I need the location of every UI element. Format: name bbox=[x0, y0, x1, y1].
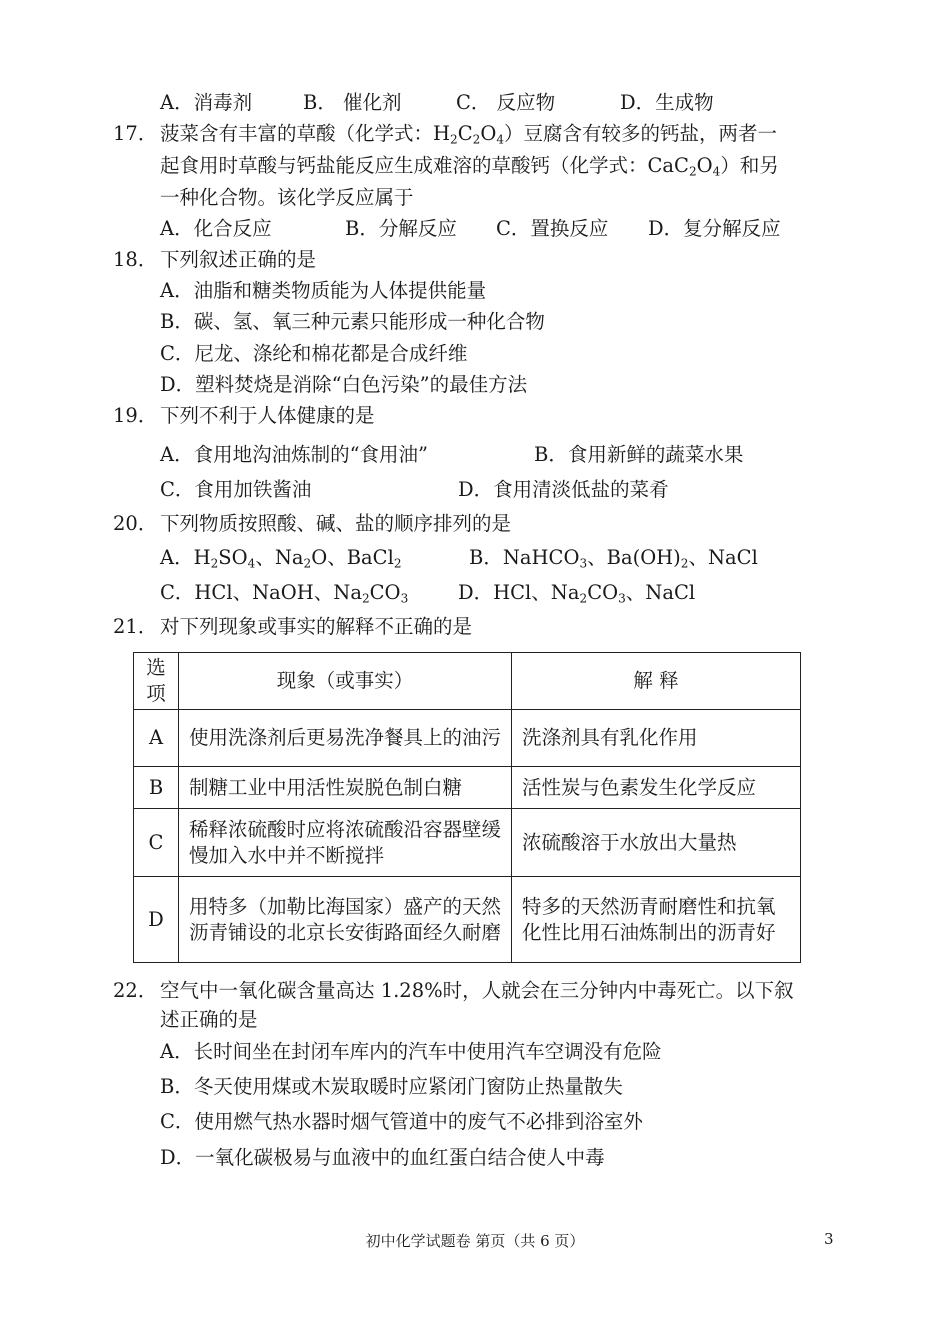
table-row bbox=[134, 710, 801, 767]
q19-option-d: D．食用清淡低盐的菜肴 bbox=[458, 478, 669, 501]
question-17 bbox=[0, 122, 950, 148]
row-option: B bbox=[134, 767, 179, 809]
q20-option-c: C．HCl、NaOH、$Na_2CO_3$ bbox=[160, 581, 409, 606]
q22-stem-line1: 空气中一氧化碳含量高达 1.28%时，人就会在三分钟内中毒死亡。以下叙 bbox=[160, 979, 794, 1002]
q18-stem: 下列叙述正确的是 bbox=[160, 248, 317, 271]
q19-option-a: A．食用地沟油炼制的“食用油” bbox=[160, 443, 429, 466]
header-fact: 现象（或事实） bbox=[179, 653, 512, 710]
table-header-row bbox=[134, 653, 801, 710]
q20-stem: 下列物质按照酸、碱、盐的顺序排列的是 bbox=[160, 512, 512, 535]
q16-option-a: A．消毒剂 bbox=[160, 91, 253, 114]
q17-option-c: C．置换反应 bbox=[496, 217, 609, 240]
q18-number: 18． bbox=[113, 248, 158, 271]
q17-option-d: D．复分解反应 bbox=[648, 217, 781, 240]
row-fact: 稀释浓硫酸时应将浓硫酸沿容器壁缓慢加入水中并不断搅拌 bbox=[179, 809, 512, 877]
question-18 bbox=[0, 248, 950, 274]
row-explain: 活性炭与色素发生化学反应 bbox=[512, 767, 801, 809]
q19-option-c: C．食用加铁酱油 bbox=[160, 478, 312, 501]
table-row bbox=[134, 809, 801, 877]
q22-stem-line2: 述正确的是 bbox=[160, 1008, 258, 1031]
row-option: C bbox=[134, 809, 179, 877]
q21-number: 21． bbox=[113, 615, 158, 638]
q19-option-b: B．食用新鲜的蔬菜水果 bbox=[534, 443, 744, 466]
q19-number: 19． bbox=[113, 404, 158, 427]
row-fact: 使用洗涤剂后更易洗净餐具上的油污 bbox=[179, 710, 512, 767]
table-row bbox=[134, 877, 801, 963]
page-number: 3 bbox=[824, 1230, 834, 1248]
row-fact: 制糖工业中用活性炭脱色制白糖 bbox=[179, 767, 512, 809]
q16-option-c: C． 反应物 bbox=[456, 91, 556, 114]
header-explain: 解 释 bbox=[512, 653, 801, 710]
question-22 bbox=[0, 979, 950, 1005]
q18-option-a: A．油脂和糖类物质能为人体提供能量 bbox=[160, 279, 487, 302]
q22-option-b: B．冬天使用煤或木炭取暖时应紧闭门窗防止热量散失 bbox=[160, 1075, 623, 1098]
header-option: 选项 bbox=[134, 653, 179, 710]
q20-option-b: B．NaHCO$_3$、$Ba(OH)_2$、NaCl bbox=[469, 546, 758, 571]
q20-option-d: D．HCl、$Na_2CO_3$、NaCl bbox=[458, 581, 696, 606]
q21-stem: 对下列现象或事实的解释不正确的是 bbox=[160, 615, 473, 638]
question-19 bbox=[0, 404, 950, 430]
row-explain: 特多的天然沥青耐磨性和抗氧化性比用石油炼制出的沥青好 bbox=[512, 877, 801, 963]
q16-option-d: D．生成物 bbox=[620, 91, 714, 114]
row-option: A bbox=[134, 710, 179, 767]
q17-number: 17． bbox=[113, 122, 158, 145]
q21-table bbox=[133, 652, 801, 963]
q22-number: 22． bbox=[113, 979, 158, 1002]
row-option: D bbox=[134, 877, 179, 963]
q18-option-d: D．塑料焚烧是消除“白色污染”的最佳方法 bbox=[160, 373, 528, 396]
q18-option-b: B．碳、氢、氧三种元素只能形成一种化合物 bbox=[160, 310, 545, 333]
footer-title: 初中化学试题卷 第页（共 6 页） bbox=[365, 1232, 585, 1250]
table-row bbox=[134, 767, 801, 809]
row-explain: 浓硫酸溶于水放出大量热 bbox=[512, 809, 801, 877]
question-21 bbox=[0, 615, 950, 641]
question-20 bbox=[0, 512, 950, 538]
row-explain: 洗涤剂具有乳化作用 bbox=[512, 710, 801, 767]
q22-option-c: C．使用燃气热水器时烟气管道中的废气不必排到浴室外 bbox=[160, 1110, 643, 1133]
q17-stem-line3: 一种化合物。该化学反应属于 bbox=[160, 186, 414, 209]
q20-number: 20． bbox=[113, 512, 158, 535]
q17-stem-line1: 菠菜含有丰富的草酸（化学式：$H_2C_2O_4$）豆腐含有较多的钙盐，两者一 bbox=[160, 122, 778, 147]
row-fact: 用特多（加勒比海国家）盛产的天然沥青铺设的北京长安街路面经久耐磨 bbox=[179, 877, 512, 963]
q17-option-a: A．化合反应 bbox=[160, 217, 272, 240]
q18-option-c: C．尼龙、涤纶和棉花都是合成纤维 bbox=[160, 342, 468, 365]
q22-option-a: A．长时间坐在封闭车库内的汽车中使用汽车空调没有危险 bbox=[160, 1040, 662, 1063]
q22-option-d: D．一氧化碳极易与血液中的血红蛋白结合使人中毒 bbox=[160, 1146, 605, 1169]
q17-option-b: B．分解反应 bbox=[345, 217, 457, 240]
q19-stem: 下列不利于人体健康的是 bbox=[160, 404, 375, 427]
q17-stem-line2: 起食用时草酸与钙盐能反应生成难溶的草酸钙（化学式：$CaC_2O_4$）和另 bbox=[160, 154, 779, 179]
q20-option-a: A．$H_2SO_4$、$Na_2O$、BaCl$_2$ bbox=[160, 546, 402, 571]
q16-option-b: B． 催化剂 bbox=[303, 91, 402, 114]
